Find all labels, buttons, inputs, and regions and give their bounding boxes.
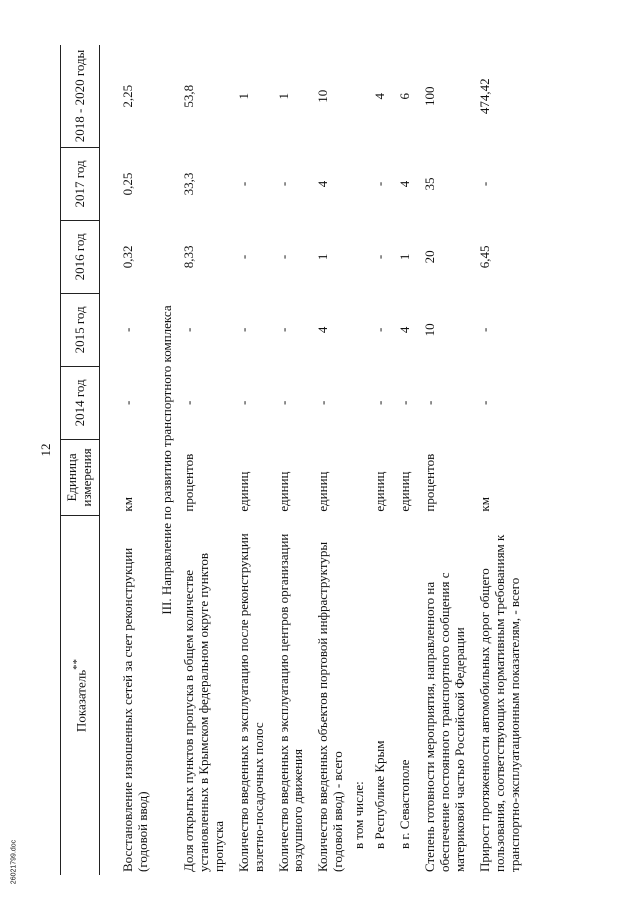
row-2016: - [275, 254, 291, 260]
row-2014: - [422, 400, 438, 406]
table-row [473, 45, 528, 875]
row-2014: - [275, 400, 291, 406]
row-2018-2020: 474,42 [476, 78, 492, 115]
header-indicator-text: Показатель [73, 669, 89, 733]
row-indicator: в Республике Крым [372, 740, 388, 849]
row-2017 [351, 147, 368, 220]
row-unit: единиц [235, 471, 251, 512]
row-2014: - [372, 400, 388, 406]
header-indicator [61, 516, 100, 875]
row-2016: 8,33 [180, 245, 196, 269]
row-2015: - [235, 327, 251, 333]
row-2017: - [235, 181, 251, 187]
row-2017: - [372, 181, 388, 187]
row-2018-2020: 10 [315, 89, 331, 103]
row-2014: - [476, 400, 492, 406]
row-indicator: в том числе: [351, 781, 367, 849]
row-2018-2020: 1 [235, 92, 251, 100]
row-2016: 1 [315, 253, 331, 261]
row-2017: - [476, 181, 492, 187]
table-row [393, 45, 418, 875]
table-row [311, 45, 351, 875]
row-2017: 33,3 [180, 172, 196, 196]
header-indicator-mark: ** [70, 659, 83, 670]
row-unit [351, 439, 368, 515]
row-2018-2020: 4 [372, 92, 388, 100]
row-unit: км [476, 497, 492, 512]
row-2016: - [372, 254, 388, 260]
row-2014: - [180, 400, 196, 406]
row-2018-2020 [351, 45, 368, 147]
row-2016 [351, 220, 368, 293]
row-2015: - [372, 327, 388, 333]
table-row [418, 45, 473, 875]
row-2018-2020: 1 [275, 92, 291, 100]
row-unit: единиц [397, 471, 413, 512]
row-2016: 0,32 [120, 245, 135, 269]
row-2018-2020: 6 [397, 92, 413, 100]
row-unit: км [120, 497, 135, 512]
row-unit: процентов [422, 453, 438, 512]
row-2018-2020: 53,8 [180, 84, 196, 108]
row-2017: 4 [315, 180, 331, 188]
row-2015: - [476, 327, 492, 333]
row-2015: 4 [315, 326, 331, 334]
row-2015: 4 [397, 326, 413, 334]
table-row [177, 45, 232, 875]
row-2018-2020: 100 [422, 86, 438, 106]
header-2014: 2014 год [61, 366, 100, 439]
row-indicator: Восстановление изношенных сетей за счет реконструкции (годовой ввод) [120, 547, 150, 872]
page-number: 12 [38, 443, 53, 457]
row-2014: - [397, 400, 413, 406]
indicators-table [60, 45, 528, 875]
row-indicator: Доля открытых пунктов пропуска в общем количестве установленных в Крымском федеральном округе пунктов пропуска [180, 552, 226, 872]
row-indicator: в г. Севастополе [397, 759, 413, 849]
section-title: III. Направление по развитию транспортного комплекса [158, 305, 174, 615]
row-2015: 10 [422, 323, 438, 337]
row-2017: 35 [422, 177, 438, 191]
row-unit: единиц [275, 471, 291, 512]
table-row [368, 45, 393, 875]
row-indicator: Степень готовности мероприятия, направленного на обеспечение постоянного транспортного сообщения с материковой частью Российской Федерации [422, 572, 467, 872]
row-indicator: Количество введенных в эксплуатацию после реконструкции взлетно-посадочных полос [235, 533, 266, 872]
rotated-table-container [60, 45, 620, 875]
table-row [116, 45, 156, 875]
header-2018-2020: 2018 - 2020 годы [61, 45, 100, 147]
row-2017: 4 [397, 180, 413, 188]
header-unit: Единица измерения [61, 439, 100, 515]
row-2015 [351, 293, 368, 366]
row-unit: процентов [180, 453, 196, 512]
header-2016: 2016 год [61, 220, 100, 293]
row-unit: единиц [315, 471, 331, 512]
row-2014: - [235, 400, 251, 406]
table-row [351, 45, 368, 875]
row-2014: - [120, 400, 135, 406]
section-row [156, 45, 177, 875]
document-code: 26021799.doc [10, 839, 18, 885]
row-2015: - [120, 327, 135, 333]
row-unit: единиц [372, 471, 388, 512]
row-2017: 0,25 [120, 172, 135, 196]
table-header-row [61, 45, 100, 875]
row-2015: - [275, 327, 291, 333]
row-indicator: Количество введенных объектов портовой инфраструктуры (годовой ввод) - всего [315, 541, 346, 872]
row-2018-2020: 2,25 [120, 84, 135, 108]
spacer-row [100, 45, 117, 875]
row-2015: - [180, 327, 196, 333]
header-2015: 2015 год [61, 293, 100, 366]
row-2014: - [315, 400, 331, 406]
table-row [272, 45, 312, 875]
row-2016: - [235, 254, 251, 260]
table-row [232, 45, 272, 875]
row-2014 [351, 366, 368, 439]
row-indicator: Прирост протяженности автомобильных дорог общего пользования, соответствующих нормативным требованиям к транспортно-эксплуатационным показателям, - всего [476, 534, 522, 872]
row-2016: 20 [422, 250, 438, 264]
header-2017: 2017 год [61, 147, 100, 220]
row-2016: 6,45 [476, 245, 492, 269]
row-indicator: Количество введенных в эксплуатацию центров организации воздушного движения [275, 533, 306, 872]
row-2017: - [275, 181, 291, 187]
row-2016: 1 [397, 253, 413, 261]
